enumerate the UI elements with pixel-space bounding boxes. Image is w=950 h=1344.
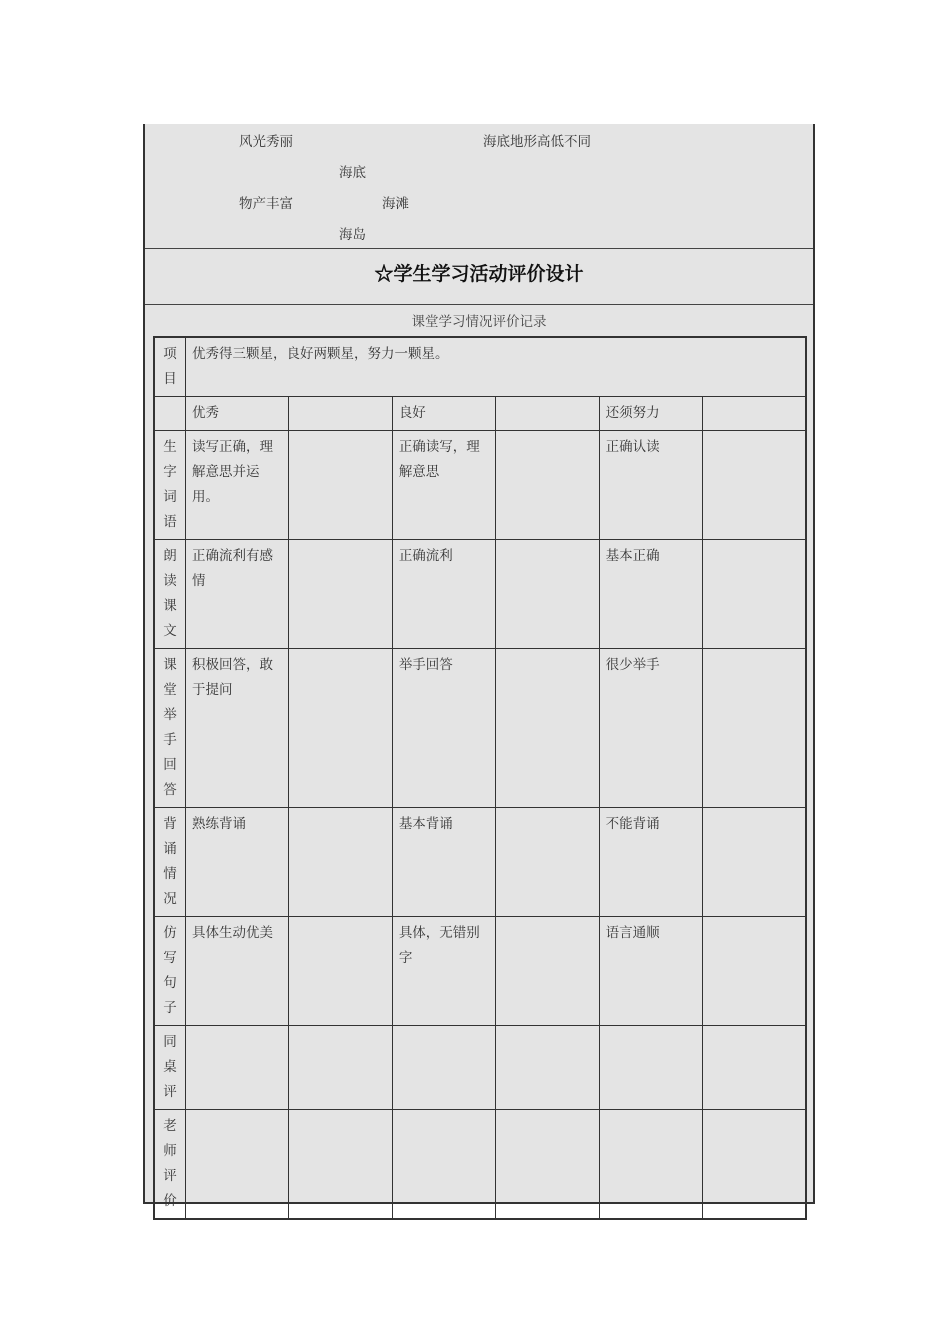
row-label: 课堂举手回答 [154,649,186,808]
note-haidi-dixing: 海底地形高低不同 [483,134,591,150]
criteria-effort: 不能背诵 [599,808,702,917]
score-cell[interactable] [289,917,392,1026]
criteria-effort[interactable] [599,1026,702,1110]
criteria-excellent: 熟练背诵 [186,808,289,917]
divider-title [145,304,813,305]
table-title: 课堂学习情况评价记录 [411,314,547,330]
score-cell[interactable] [703,431,806,540]
table-row [154,1110,806,1220]
criteria-effort: 语言通顺 [599,917,702,1026]
table-row [154,431,806,540]
score-cell[interactable] [703,397,806,431]
score-cell[interactable] [289,1110,392,1220]
row-label: 朗读课文 [154,540,186,649]
score-cell[interactable] [703,1110,806,1220]
document-frame [143,124,815,1209]
level-effort: 还须努力 [599,397,702,431]
score-cell[interactable] [289,431,392,540]
score-cell[interactable] [496,808,599,917]
row-label: 背诵情况 [154,808,186,917]
score-cell[interactable] [289,808,392,917]
row-label: 老师评价 [154,1110,186,1220]
criteria-good[interactable] [392,1026,495,1110]
section-title: ☆学生学习活动评价设计 [374,263,584,285]
criteria-excellent: 具体生动优美 [186,917,289,1026]
note-fengguang: 风光秀丽 [239,134,293,150]
criteria-excellent[interactable] [186,1026,289,1110]
row-label: 仿写句子 [154,917,186,1026]
divider-top [145,248,813,249]
score-cell[interactable] [496,1110,599,1220]
criteria-effort[interactable] [599,1110,702,1220]
table-row [154,808,806,917]
score-cell[interactable] [289,540,392,649]
criteria-good: 正确读写，理解意思 [392,431,495,540]
row-label: 同桌评 [154,1026,186,1110]
table-row [154,1026,806,1110]
criteria-good: 基本背诵 [392,808,495,917]
criteria-excellent: 读写正确，理解意思并运用。 [186,431,289,540]
table-row [154,649,806,808]
item-label-cell: 项目 [154,337,186,397]
criteria-effort: 基本正确 [599,540,702,649]
note-haidi: 海底 [339,165,366,181]
score-cell[interactable] [289,397,392,431]
criteria-good: 举手回答 [392,649,495,808]
criteria-excellent: 积极回答，敢于提问 [186,649,289,808]
criteria-good[interactable] [392,1110,495,1220]
evaluation-table [153,336,807,1220]
score-cell[interactable] [703,649,806,808]
score-cell[interactable] [703,1026,806,1110]
criteria-good: 具体，无错别字 [392,917,495,1026]
score-cell[interactable] [289,1026,392,1110]
criteria-effort: 很少举手 [599,649,702,808]
level-excellent: 优秀 [186,397,289,431]
criteria-effort: 正确认读 [599,431,702,540]
table-row [154,917,806,1026]
table-row [154,540,806,649]
score-cell[interactable] [496,649,599,808]
table-row-levels [154,397,806,431]
score-cell[interactable] [496,1026,599,1110]
score-cell[interactable] [703,917,806,1026]
score-cell[interactable] [703,540,806,649]
note-wuchan: 物产丰富 [239,196,293,212]
criteria-excellent[interactable] [186,1110,289,1220]
criteria-excellent: 正确流利有感情 [186,540,289,649]
score-cell[interactable] [289,649,392,808]
criteria-good: 正确流利 [392,540,495,649]
level-blank-cell [154,397,186,431]
score-cell[interactable] [703,808,806,917]
rule-cell: 优秀得三颗星，良好两颗星，努力一颗星。 [186,337,807,397]
table-row-header [154,337,806,397]
note-haidao: 海岛 [339,227,366,243]
score-cell[interactable] [496,431,599,540]
row-label: 生字词语 [154,431,186,540]
score-cell[interactable] [496,540,599,649]
score-cell[interactable] [496,917,599,1026]
level-good: 良好 [392,397,495,431]
note-haitan: 海滩 [382,196,409,212]
score-cell[interactable] [496,397,599,431]
